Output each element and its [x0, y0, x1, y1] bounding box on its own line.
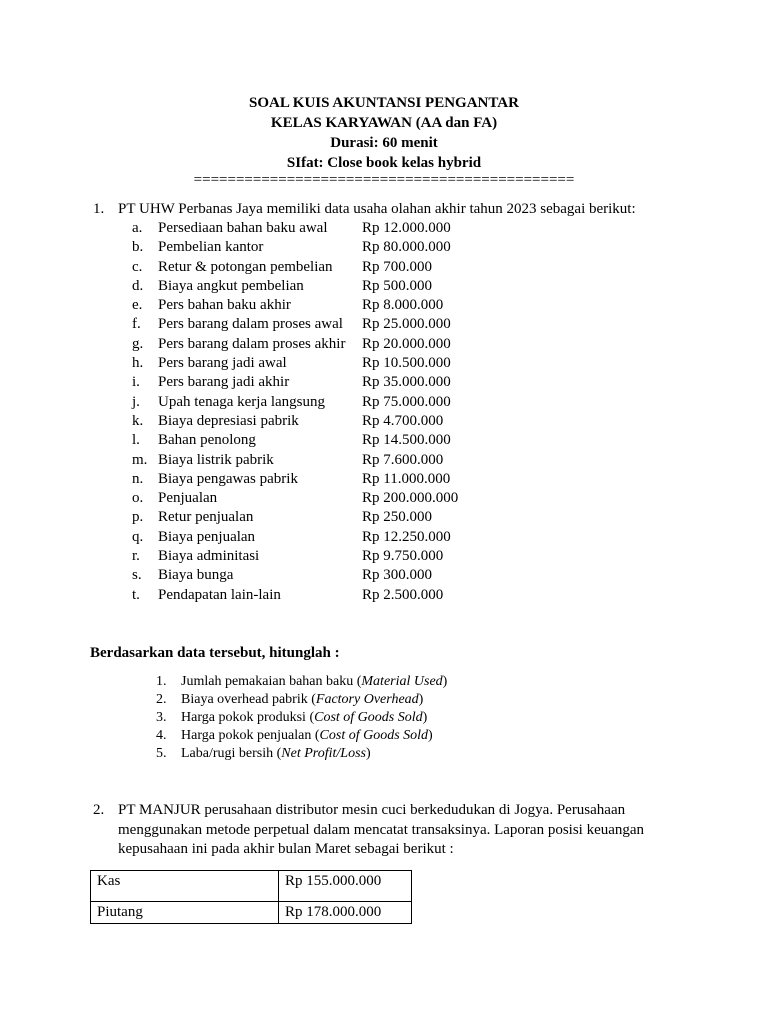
- amount-cell: Rp 178.000.000: [279, 902, 412, 924]
- item-value: Rp 80.000.000: [362, 239, 451, 256]
- item-letter: j.: [132, 393, 140, 410]
- item-letter: p.: [132, 509, 144, 526]
- list-item: [132, 451, 458, 470]
- item-label: Penjualan: [158, 490, 218, 507]
- task-item: [156, 709, 447, 727]
- item-letter: c.: [132, 258, 143, 275]
- account-cell: Piutang: [91, 902, 279, 924]
- task-item: [156, 691, 447, 709]
- item-letter: a.: [132, 220, 143, 236]
- item-label: Biaya penjualan: [158, 528, 256, 545]
- list-item: [132, 412, 458, 431]
- item-value: Rp 7.600.000: [362, 451, 444, 468]
- task-number: 5.: [156, 746, 167, 761]
- question-1-data-list: [132, 219, 458, 605]
- list-item: [132, 238, 458, 257]
- list-item: [132, 566, 458, 585]
- item-letter: t.: [132, 586, 140, 603]
- task-list: [156, 673, 447, 763]
- item-value: Rp 250.000: [362, 509, 433, 526]
- item-label: Biaya adminitasi: [158, 548, 260, 565]
- list-item: [132, 528, 458, 547]
- list-item: [132, 277, 458, 296]
- item-letter: i.: [132, 374, 140, 391]
- item-letter: q.: [132, 528, 144, 545]
- question-1-text: PT UHW Perbanas Jaya memiliki data usaha olahan akhir tahun 2023 sebagai berikut:: [118, 201, 636, 217]
- item-label: Pendapatan lain-lain: [158, 586, 281, 603]
- task-number: 1.: [156, 674, 167, 689]
- task-text: Biaya overhead pabrik (: [181, 692, 316, 707]
- item-letter: o.: [132, 490, 144, 507]
- item-letter: l.: [132, 432, 140, 449]
- item-value: Rp 10.500.000: [362, 355, 451, 372]
- item-letter: k.: [132, 412, 144, 429]
- list-item: [132, 470, 458, 489]
- item-label: Pembelian kantor: [158, 239, 264, 256]
- item-value: Rp 9.750.000: [362, 548, 444, 565]
- task-text: Harga pokok penjualan (: [181, 728, 320, 743]
- list-item: [132, 315, 458, 334]
- duration-line: Durasi: 60 menit: [330, 135, 438, 151]
- task-close: ): [418, 692, 424, 707]
- item-value: Rp 20.000.000: [362, 335, 451, 352]
- table-row: [91, 871, 412, 902]
- item-value: Rp 35.000.000: [362, 374, 451, 391]
- item-letter: r.: [132, 548, 140, 565]
- item-value: Rp 300.000: [362, 567, 433, 584]
- item-label: Biaya bunga: [158, 567, 234, 584]
- item-letter: b.: [132, 239, 144, 256]
- item-letter: m.: [132, 451, 148, 468]
- task-term: Net Profit/Loss: [281, 746, 366, 761]
- question-2-text: PT MANJUR perusahaan distributor mesin cuci berkedudukan di Jogya. Perusahaan menggunakan metode perpetual dalam mencatat transaksinya. Laporan posisi keuangan kepusahaan ini pada akhir bulan Maret sebagai berikut :: [118, 802, 645, 857]
- amount-cell: Rp 155.000.000: [279, 871, 412, 902]
- item-label: Pers bahan baku akhir: [158, 297, 291, 314]
- list-item: [132, 547, 458, 566]
- task-close: ): [422, 710, 428, 725]
- task-item: [156, 745, 447, 763]
- item-label: Bahan penolong: [158, 432, 256, 449]
- list-item: [132, 258, 458, 277]
- task-text: Laba/rugi bersih (: [181, 746, 282, 761]
- item-label: Retur penjualan: [158, 509, 254, 526]
- item-letter: n.: [132, 470, 144, 487]
- question-1-number: 1.: [93, 201, 105, 217]
- balance-table: [90, 870, 412, 924]
- task-term: Material Used: [361, 674, 443, 689]
- item-letter: f.: [132, 316, 141, 333]
- item-letter: s.: [132, 567, 142, 584]
- item-label: Pers barang dalam proses akhir: [158, 335, 346, 352]
- task-term: Factory Overhead: [315, 692, 419, 707]
- item-value: Rp 11.000.000: [362, 470, 451, 487]
- list-item: [132, 373, 458, 392]
- nature-line: SIfat: Close book kelas hybrid: [286, 155, 482, 171]
- item-value: Rp 500.000: [362, 277, 433, 294]
- list-item: [132, 508, 458, 527]
- item-label: Biaya angkut pembelian: [158, 277, 304, 294]
- question-1: [93, 199, 636, 219]
- task-text: Jumlah pemakaian bahan baku (: [181, 674, 362, 689]
- list-item: [132, 431, 458, 450]
- item-value: Rp 2.500.000: [362, 586, 444, 603]
- list-item: [132, 219, 458, 238]
- item-value: Rp 25.000.000: [362, 316, 451, 333]
- list-item: [132, 335, 458, 354]
- item-letter: g.: [132, 335, 144, 352]
- task-item: [156, 727, 447, 745]
- account-cell: Kas: [91, 871, 279, 902]
- item-letter: d.: [132, 277, 144, 294]
- task-term: Cost of Goods Sold: [319, 728, 429, 743]
- item-value: Rp 75.000.000: [362, 393, 451, 410]
- list-item: [132, 354, 458, 373]
- item-value: Rp 14.500.000: [362, 432, 451, 449]
- item-label: Retur & potongan pembelian: [158, 258, 333, 275]
- item-label: Biaya listrik pabrik: [158, 451, 274, 468]
- item-label: Pers barang dalam proses awal: [158, 316, 343, 333]
- task-number: 3.: [156, 710, 167, 725]
- calculation-prompt: Berdasarkan data tersebut, hitunglah :: [90, 645, 340, 661]
- task-close: ): [428, 728, 433, 743]
- item-label: Upah tenaga kerja langsung: [158, 393, 326, 410]
- task-number: 4.: [156, 728, 167, 743]
- header-separator: =============================================: [193, 172, 575, 188]
- question-2: [93, 801, 673, 860]
- list-item: [132, 489, 458, 508]
- item-value: Rp 8.000.000: [362, 297, 444, 314]
- class-line: KELAS KARYAWAN (AA dan FA): [270, 115, 498, 131]
- item-value: Rp 700.000: [362, 258, 433, 275]
- task-close: ): [365, 746, 371, 761]
- item-label: Persediaan bahan baku awal: [158, 220, 328, 236]
- table-row: [91, 902, 412, 924]
- task-term: Cost of Goods Sold: [314, 710, 423, 725]
- task-text: Harga pokok produksi (: [181, 710, 315, 725]
- item-value: Rp 200.000.000: [362, 490, 459, 507]
- quiz-title: SOAL KUIS AKUNTANSI PENGANTAR: [249, 95, 519, 111]
- list-item: [132, 586, 458, 605]
- item-label: Pers barang jadi awal: [158, 355, 287, 372]
- document-header: [0, 93, 768, 187]
- item-value: Rp 12.000.000: [362, 220, 451, 236]
- item-label: Biaya pengawas pabrik: [158, 470, 298, 487]
- item-value: Rp 4.700.000: [362, 412, 444, 429]
- list-item: [132, 296, 458, 315]
- task-item: [156, 673, 447, 691]
- list-item: [132, 393, 458, 412]
- task-close: ): [442, 674, 448, 689]
- item-letter: e.: [132, 297, 143, 314]
- item-label: Biaya depresiasi pabrik: [158, 412, 299, 429]
- task-number: 2.: [156, 692, 167, 707]
- item-value: Rp 12.250.000: [362, 528, 451, 545]
- question-2-number: 2.: [93, 802, 105, 818]
- item-label: Pers barang jadi akhir: [158, 374, 290, 391]
- item-letter: h.: [132, 355, 144, 372]
